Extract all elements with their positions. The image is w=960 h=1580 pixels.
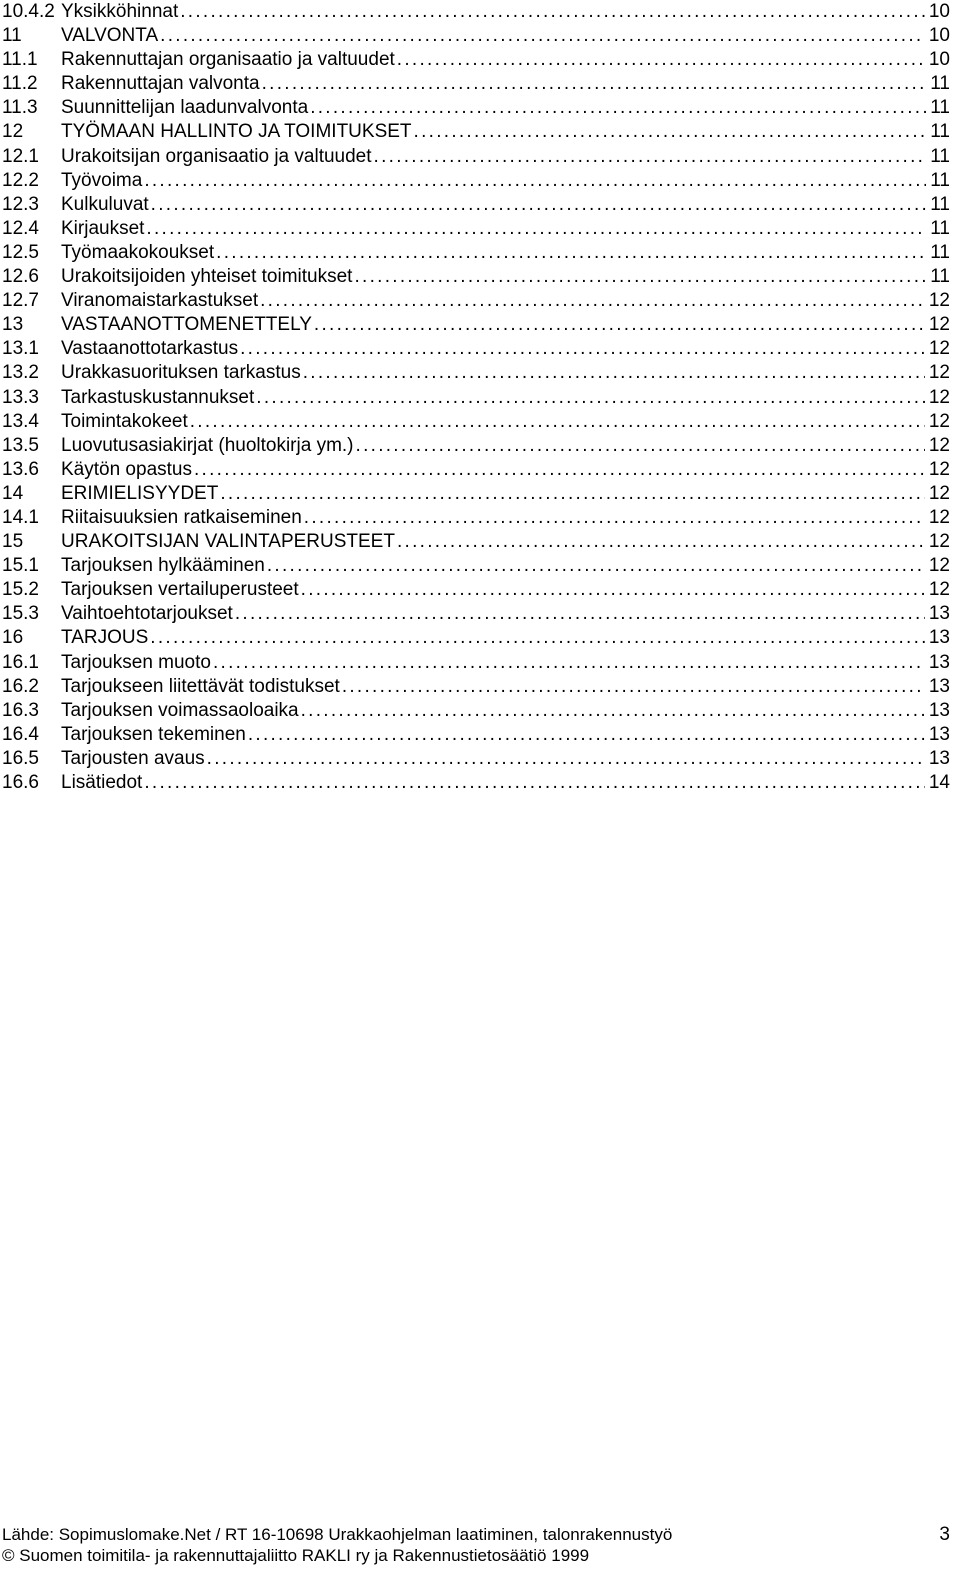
toc-entry-page: 10 (928, 1, 950, 22)
toc-entry-title: Urakoitsijoiden yhteiset toimitukset (61, 266, 353, 288)
toc-entry-title: VASTAANOTTOMENETTELY (61, 314, 312, 336)
toc-entry-page: 12 (928, 434, 950, 456)
toc-entry[interactable] (2, 699, 950, 723)
toc-entry[interactable] (2, 169, 950, 193)
toc-dot-leader (301, 578, 925, 602)
toc-entry-page: 13 (928, 675, 950, 697)
toc-entry[interactable] (2, 554, 950, 578)
toc-entry-page: 11 (930, 193, 950, 215)
toc-entry-title: Tarjouksen voimassaoloaika (61, 699, 299, 721)
footer-source-line (2, 1524, 950, 1545)
toc-entry[interactable] (2, 337, 950, 361)
toc-dot-leader (303, 361, 925, 385)
toc-entry[interactable] (2, 386, 950, 410)
toc-entry-title: Rakennuttajan valvonta (61, 73, 260, 95)
toc-entry-number: 14.1 (2, 506, 39, 528)
toc-entry-number: 10.4.2 (2, 1, 55, 22)
toc-entry-page: 13 (928, 651, 950, 673)
toc-entry[interactable] (2, 482, 950, 506)
toc-entry-title: ERIMIELISYYDET (61, 482, 219, 504)
toc-entry-page: 11 (930, 73, 950, 95)
toc-entry-title: Rakennuttajan organisaatio ja valtuudet (61, 49, 395, 71)
toc-entry-number: 11.2 (2, 73, 38, 95)
toc-entry[interactable] (2, 193, 950, 217)
toc-entry-title: Tarjouksen tekeminen (61, 723, 246, 745)
toc-entry-number: 15.3 (2, 603, 39, 625)
toc-entry-title: Kulkuluvat (61, 193, 149, 215)
toc-entry-number: 14 (2, 482, 24, 504)
toc-entry-title: Kirjaukset (61, 217, 145, 239)
toc-dot-leader (262, 72, 927, 96)
toc-entry[interactable] (2, 675, 950, 699)
toc-entry-page: 12 (928, 506, 950, 528)
toc-entry-page: 12 (928, 531, 950, 553)
toc-entry-number: 12 (2, 121, 24, 143)
toc-dot-leader (397, 530, 925, 554)
toc-entry-number: 16.4 (2, 723, 39, 745)
footer-copyright: © Suomen toimitila- ja rakennuttajaliitto RAKLI ry ja Rakennustietosäätiö 1999 (2, 1546, 590, 1565)
toc-entry-page: 13 (928, 699, 950, 721)
toc-dot-leader (216, 241, 926, 265)
table-of-contents (2, 0, 950, 795)
toc-entry-page: 12 (928, 482, 950, 504)
footer-source: Lähde: Sopimuslomake.Net / RT 16-10698 Urakkaohjelman laatiminen, talonrakennustyö (2, 1525, 673, 1544)
toc-entry-page: 10 (928, 49, 950, 71)
toc-dot-leader (414, 120, 927, 144)
toc-dot-leader (220, 482, 925, 506)
toc-entry-number: 16.2 (2, 675, 39, 697)
toc-entry[interactable] (2, 48, 950, 72)
toc-dot-leader (248, 723, 925, 747)
page-footer (2, 1524, 950, 1566)
toc-entry[interactable] (2, 0, 950, 24)
toc-entry-title: Urakoitsijan organisaatio ja valtuudet (61, 145, 372, 167)
toc-dot-leader (256, 386, 925, 410)
toc-dot-leader (354, 265, 926, 289)
toc-entry-number: 15.2 (2, 579, 39, 601)
toc-entry-page: 12 (928, 386, 950, 408)
toc-entry-title: Suunnittelijan laadunvalvonta (61, 97, 309, 119)
toc-entry[interactable] (2, 651, 950, 675)
toc-entry-page: 12 (928, 458, 950, 480)
toc-entry-title: Tarjouksen vertailuperusteet (61, 579, 299, 601)
toc-entry-number: 12.6 (2, 266, 39, 288)
toc-entry-number: 12.1 (2, 145, 39, 167)
toc-entry[interactable] (2, 578, 950, 602)
toc-entry-number: 12.3 (2, 193, 39, 215)
toc-entry[interactable] (2, 506, 950, 530)
toc-entry-title: TARJOUS (61, 627, 149, 649)
toc-entry-page: 13 (928, 627, 950, 649)
toc-entry-number: 11.3 (2, 97, 38, 119)
toc-entry-title: Tarjouksen muoto (61, 651, 211, 673)
toc-entry[interactable] (2, 723, 950, 747)
toc-entry-title: Vaihtoehtotarjoukset (61, 603, 233, 625)
toc-entry-title: Yksikköhinnat (61, 1, 179, 22)
toc-entry-page: 10 (928, 25, 950, 47)
toc-entry-page: 11 (930, 217, 950, 239)
toc-entry[interactable] (2, 120, 950, 144)
toc-entry-title: Työvoima (61, 169, 143, 191)
toc-entry-title: Käytön opastus (61, 458, 192, 480)
toc-entry-title: Tarjoukseen liitettävät todistukset (61, 675, 340, 697)
toc-entry-number: 12.5 (2, 241, 39, 263)
toc-entry-page: 12 (928, 362, 950, 384)
toc-dot-leader (260, 289, 925, 313)
toc-entry-page: 13 (928, 603, 950, 625)
toc-entry-number: 13.5 (2, 434, 39, 456)
toc-entry-number: 13.2 (2, 362, 39, 384)
toc-dot-leader (235, 602, 925, 626)
toc-entry-number: 12.7 (2, 290, 39, 312)
toc-dot-leader (397, 48, 925, 72)
toc-entry-page: 11 (930, 121, 950, 143)
toc-entry[interactable] (2, 626, 950, 650)
toc-entry[interactable] (2, 241, 950, 265)
toc-entry-title: Riitaisuuksien ratkaiseminen (61, 506, 302, 528)
toc-entry[interactable] (2, 434, 950, 458)
toc-entry-number: 11.1 (2, 49, 38, 71)
toc-entry-title: Lisätiedot (61, 772, 143, 793)
toc-dot-leader (180, 0, 925, 24)
toc-entry-page: 13 (928, 747, 950, 769)
toc-entry-page: 11 (930, 145, 950, 167)
toc-dot-leader (150, 626, 925, 650)
toc-dot-leader (356, 434, 925, 458)
toc-dot-leader (301, 699, 925, 723)
toc-entry-number: 15.1 (2, 555, 39, 577)
toc-entry-page: 14 (928, 772, 950, 793)
toc-entry-title: URAKOITSIJAN VALINTAPERUSTEET (61, 531, 395, 553)
toc-dot-leader (207, 747, 925, 771)
toc-entry-title: Toimintakokeet (61, 410, 188, 432)
toc-entry-page: 13 (928, 723, 950, 745)
toc-dot-leader (314, 313, 925, 337)
toc-entry-number: 15 (2, 531, 24, 553)
toc-entry-title: Tarjouksen hylkääminen (61, 555, 265, 577)
toc-entry-title: VALVONTA (61, 25, 159, 47)
toc-dot-leader (151, 193, 927, 217)
toc-entry[interactable] (2, 458, 950, 482)
toc-dot-leader (144, 771, 925, 795)
toc-entry-title: Vastaanottotarkastus (61, 338, 239, 360)
toc-dot-leader (240, 337, 925, 361)
toc-entry[interactable] (2, 24, 950, 48)
toc-entry[interactable] (2, 410, 950, 434)
toc-entry-number: 12.2 (2, 169, 39, 191)
toc-dot-leader (146, 217, 926, 241)
toc-entry[interactable] (2, 145, 950, 169)
toc-entry-number: 16.1 (2, 651, 39, 673)
toc-entry[interactable] (2, 747, 950, 771)
toc-entry[interactable] (2, 217, 950, 241)
toc-entry[interactable] (2, 771, 950, 795)
toc-entry-page: 11 (930, 169, 950, 191)
toc-entry-title: Urakkasuorituksen tarkastus (61, 362, 301, 384)
toc-entry-number: 13 (2, 314, 24, 336)
toc-entry-page: 12 (928, 410, 950, 432)
toc-entry-number: 13.4 (2, 410, 39, 432)
toc-dot-leader (160, 24, 925, 48)
toc-entry-page: 12 (928, 555, 950, 577)
toc-entry[interactable] (2, 602, 950, 626)
toc-entry-title: Viranomaistarkastukset (61, 290, 259, 312)
toc-entry[interactable] (2, 361, 950, 385)
toc-dot-leader (310, 96, 926, 120)
toc-dot-leader (213, 651, 925, 675)
toc-entry[interactable] (2, 96, 950, 120)
toc-entry[interactable] (2, 530, 950, 554)
toc-dot-leader (374, 145, 927, 169)
toc-entry[interactable] (2, 313, 950, 337)
toc-entry-title: Tarjousten avaus (61, 747, 205, 769)
toc-entry-number: 11 (2, 25, 22, 47)
toc-entry-number: 16.5 (2, 747, 39, 769)
toc-dot-leader (194, 458, 925, 482)
toc-dot-leader (144, 169, 926, 193)
toc-entry-number: 12.4 (2, 217, 39, 239)
toc-entry[interactable] (2, 289, 950, 313)
toc-entry[interactable] (2, 265, 950, 289)
page-number: 3 (939, 1524, 950, 1545)
toc-entry-page: 11 (930, 241, 950, 263)
toc-entry-title: Työmaakokoukset (61, 241, 215, 263)
toc-dot-leader (190, 410, 925, 434)
toc-entry-title: Tarkastuskustannukset (61, 386, 255, 408)
toc-entry-number: 13.3 (2, 386, 39, 408)
toc-dot-leader (342, 675, 925, 699)
toc-entry-number: 16.6 (2, 772, 39, 793)
toc-dot-leader (267, 554, 925, 578)
toc-entry-page: 12 (928, 338, 950, 360)
toc-entry-page: 11 (930, 266, 950, 288)
toc-entry-title: TYÖMAAN HALLINTO JA TOIMITUKSET (61, 121, 412, 143)
toc-entry-page: 12 (928, 290, 950, 312)
toc-entry-page: 11 (930, 97, 950, 119)
toc-entry-number: 16 (2, 627, 24, 649)
toc-entry-number: 13.6 (2, 458, 39, 480)
toc-entry-number: 16.3 (2, 699, 39, 721)
toc-entry[interactable] (2, 72, 950, 96)
toc-entry-number: 13.1 (2, 338, 39, 360)
toc-entry-title: Luovutusasiakirjat (huoltokirja ym.) (61, 434, 354, 456)
toc-entry-page: 12 (928, 579, 950, 601)
footer-copyright-line (2, 1545, 950, 1566)
toc-dot-leader (304, 506, 925, 530)
toc-entry-page: 12 (928, 314, 950, 336)
